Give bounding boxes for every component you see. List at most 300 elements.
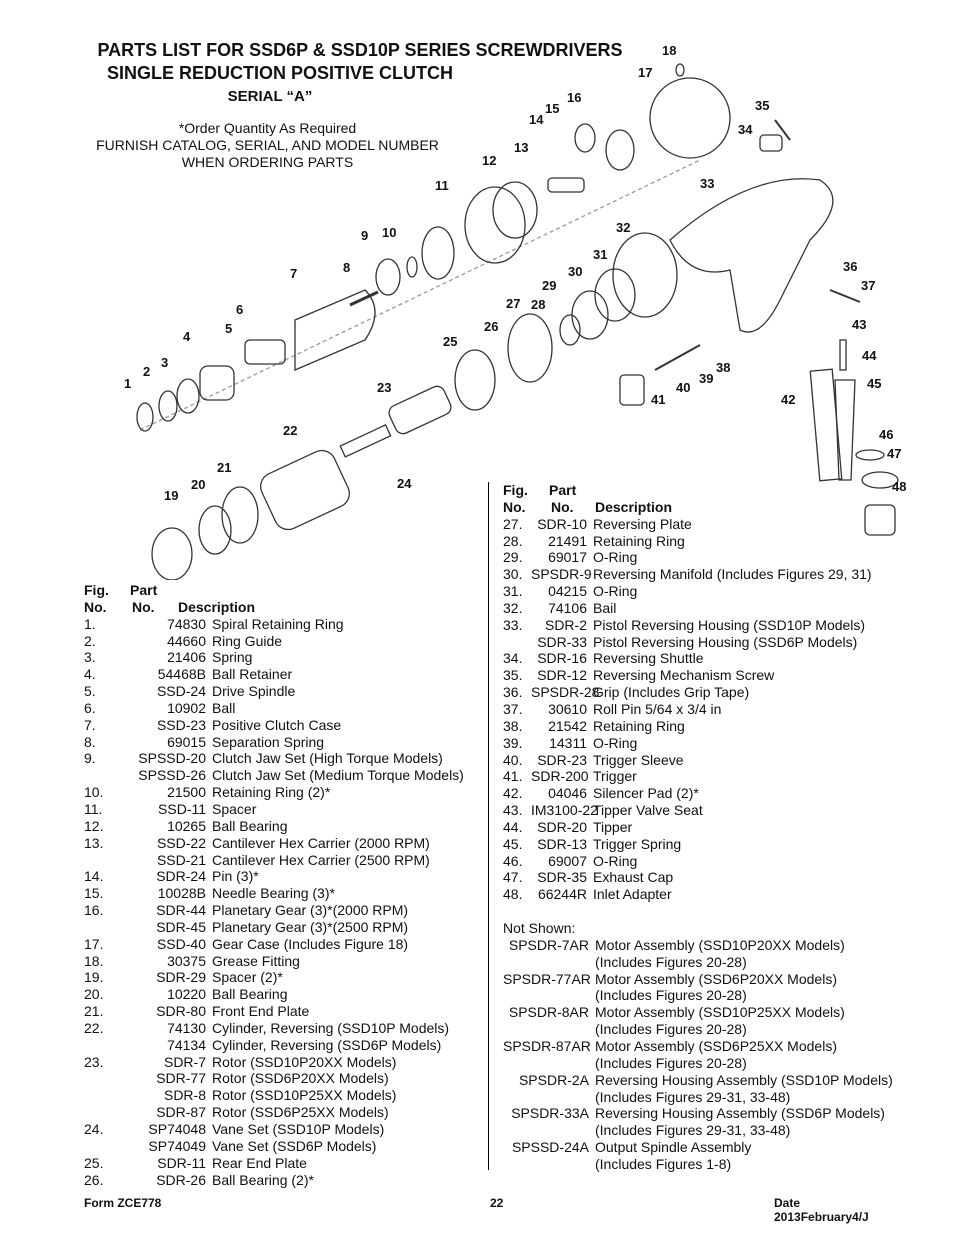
not-shown-includes [503,1055,943,1072]
fig-number: 43. [503,802,523,819]
fig-number: 6. [84,699,96,716]
part-description: Trigger Spring [593,835,682,852]
part-description: Vane Set (SSD10P Models) [212,1121,385,1137]
callout-3: 3 [161,355,169,370]
not-shown-row [503,1105,943,1122]
fig-number [503,634,531,651]
assembly-description: Motor Assembly (SSD10P20XX Models) [595,936,845,953]
part-no-header-right: No. [551,498,574,515]
fig-number: 36. [503,684,523,701]
spacer [503,1156,595,1173]
callout-18: 18 [662,43,677,58]
part-description: Ball [212,699,236,716]
part-description: Planetary Gear (3)*(2500 RPM) [212,918,409,935]
parts-row [84,1172,484,1189]
fig-number [84,1087,124,1104]
description-header-right: Description [595,498,673,515]
column-header-top [84,582,484,599]
not-shown-row [503,1139,943,1156]
callout-10: 10 [382,225,397,240]
parts-row [84,683,484,700]
callout-31: 31 [593,247,608,262]
fig-number: 11. [84,800,103,817]
parts-row [84,717,484,734]
fig-number: 46. [503,852,523,869]
callout-27: 27 [506,296,521,311]
part-number: SSD-22 [156,834,206,851]
part-number: 04046 [548,785,587,802]
part-number: SDR-24 [156,868,206,885]
part-number: 14311 [549,734,587,751]
callout-36: 36 [843,259,858,274]
parts-list-right [503,482,943,1173]
parts-row [84,784,484,801]
description-header: Description [178,598,256,615]
part-description: Reversing Mechanism Screw [593,667,775,684]
part-description: Positive Clutch Case [212,716,342,733]
parts-row [84,868,484,885]
callout-11: 11 [435,178,449,193]
part-description: Drive Spindle [212,683,296,700]
parts-row [84,818,484,835]
form-number: Form ZCE778 [84,1196,162,1210]
part-description: Rotor (SSD10P25XX Models) [212,1087,397,1104]
page-number: 22 [490,1196,504,1210]
parts-row [503,836,943,853]
callout-2: 2 [143,364,151,379]
part-description: Cantilever Hex Carrier (2500 RPM) [212,851,430,868]
callout-37: 37 [861,278,876,293]
fig-number [84,1037,124,1054]
fig-number: 2. [84,632,96,649]
assembly-description: Motor Assembly (SSD10P25XX Models) [595,1004,845,1021]
part-description: Ball Bearing [212,817,288,834]
parts-row [84,986,484,1003]
part-description: Exhaust Cap [593,869,674,886]
part-description: Reversing Manifold (Includes Figures 29, 31) [593,566,872,583]
callout-7: 7 [290,266,298,281]
column-header-bottom [84,599,484,616]
not-shown-includes [503,954,943,971]
part-number: SSD-21 [156,851,206,868]
fig-number: 28. [503,532,523,549]
parts-row [84,1138,484,1155]
fig-number: 7. [84,716,96,733]
fig-number: 47. [503,869,523,886]
parts-row [503,583,943,600]
callout-40: 40 [676,380,691,395]
fig-number: 31. [503,583,523,600]
page-title: PARTS LIST FOR SSD6P & SSD10P SERIES SCREWDRIVERS [97,40,623,60]
parts-row [84,666,484,683]
not-shown-includes [503,1156,943,1173]
callout-4: 4 [183,329,191,344]
fig-number: 24. [84,1121,104,1137]
parts-row [503,566,943,583]
part-number: SDR-77 [156,1070,206,1087]
part-number: SDR-10 [537,515,587,532]
callout-34: 34 [738,122,753,137]
part-description: Trigger [593,768,637,785]
parts-row [503,752,943,769]
assembly-part-number: SPSSD-24A [511,1139,589,1156]
parts-row [84,1003,484,1020]
part-description: Retaining Ring [593,532,685,549]
fig-number: 8. [84,733,96,750]
parts-row [84,885,484,902]
part-description: Cantilever Hex Carrier (2000 RPM) [212,834,430,851]
spacer [503,1021,595,1038]
fig-number: 13. [84,834,104,851]
part-description: Silencer Pad (2)* [593,785,699,802]
fig-number: 30. [503,566,523,583]
part-description: Inlet Adapter [593,886,672,903]
part-number: IM3100-22 [531,802,598,819]
callout-44: 44 [862,348,877,363]
part-number: 30610 [548,700,587,717]
part-number: 54468B [157,666,206,683]
callout-1: 1 [124,376,132,391]
part-description: Spacer [212,800,257,817]
callout-33: 33 [700,176,715,191]
part-description: Needle Bearing (3)* [212,885,335,902]
fig-number: 40. [503,751,523,768]
fig-number: 33. [503,616,523,633]
fig-number: 42. [503,785,523,802]
callout-17: 17 [638,65,653,80]
assembly-description: Reversing Housing Assembly (SSD6P Models) [595,1105,885,1122]
part-number: 04215 [548,583,587,600]
parts-row [503,819,943,836]
part-description: Tipper [593,818,633,835]
callout-38: 38 [716,360,731,375]
parts-row [84,649,484,666]
part-description: Retaining Ring [593,717,685,734]
not-shown-row [503,1038,943,1055]
parts-list-left [84,582,484,1188]
assembly-part-number: SPSDR-77AR [503,970,591,987]
part-number: SDR-45 [156,918,206,935]
part-description: Clutch Jaw Set (Medium Torque Models) [212,767,464,784]
parts-row [84,902,484,919]
fig-number: 38. [503,717,523,734]
parts-row [84,700,484,717]
callout-30: 30 [568,264,583,279]
parts-row [84,1020,484,1037]
callout-47: 47 [887,446,902,461]
fig-number: 29. [503,549,523,566]
fig-number: 23. [84,1053,104,1070]
part-number: SDR-20 [537,818,587,835]
callout-20: 20 [191,477,206,492]
spacer [503,1055,595,1072]
parts-row [503,533,943,550]
assembly-description: Output Spindle Assembly [595,1139,752,1156]
part-number: SPSDR-28 [531,684,600,701]
not-shown-label: Not Shown: [503,920,576,937]
part-description: Reversing Plate [593,515,692,532]
assembly-includes: (Includes Figures 29-31, 33-48) [595,1122,791,1139]
parts-row [84,767,484,784]
assembly-part-number: SPSDR-33A [511,1105,589,1122]
parts-row [84,919,484,936]
callout-28: 28 [531,297,546,312]
parts-row [84,936,484,953]
not-shown-row [503,937,943,954]
parts-row [503,549,943,566]
part-number: 30375 [167,952,206,969]
spacer [503,1089,595,1106]
parts-row [84,1037,484,1054]
parts-row [503,684,943,701]
part-number: SDR-35 [537,869,587,886]
part-description: Rotor (SSD6P25XX Models) [212,1104,389,1121]
assembly-part-number: SPSDR-7AR [508,936,589,953]
fig-number: 21. [84,1003,104,1020]
assembly-includes: (Includes Figures 20-28) [595,1021,747,1038]
fig-number: 5. [84,683,96,700]
part-number: SDR-12 [537,667,587,684]
assembly-includes: (Includes Figures 29-31, 33-48) [595,1088,791,1105]
callout-42: 42 [781,392,796,407]
part-number: SSD-24 [156,683,206,700]
part-number: 69017 [548,549,587,566]
part-description: Roll Pin 5/64 x 3/4 in [593,700,722,717]
spacer [503,987,595,1004]
not-shown-includes [503,1089,943,1106]
part-number: 74830 [167,615,206,632]
parts-row [503,718,943,735]
fig-number: 17. [84,935,104,952]
parts-row [503,802,943,819]
assembly-description: Motor Assembly (SSD6P20XX Models) [595,970,837,987]
part-description: Separation Spring [212,733,325,750]
part-description: O-Ring [593,549,638,566]
fig-number: 18. [84,952,104,969]
part-number: 69007 [548,852,587,869]
part-description: O-Ring [593,583,638,600]
part-description: Ring Guide [212,632,283,649]
not-shown-includes [503,1021,943,1038]
fig-number: 35. [503,667,523,684]
fig-number: 37. [503,700,523,717]
callout-22: 22 [283,423,298,438]
parts-row [503,667,943,684]
fig-number [84,919,124,936]
fig-number: 45. [503,835,523,852]
part-number: 10902 [167,699,206,716]
part-number: SDR-29 [156,969,206,986]
fig-number: 20. [84,986,104,1003]
callout-29: 29 [542,278,557,293]
fig-number: 1. [84,615,96,632]
part-number: SP74049 [148,1137,206,1154]
column-divider [488,482,489,1170]
part-number: SSD-23 [156,716,206,733]
fig-number: 15. [84,885,104,902]
parts-row [84,801,484,818]
parts-row [84,953,484,970]
part-number: 69015 [167,733,206,750]
fig-header-right: Fig. [503,482,528,498]
part-number: 21406 [167,649,206,666]
part-description: Cylinder, Reversing (SSD6P Models) [212,1036,442,1053]
fig-no-header-right: No. [503,498,526,515]
callout-21: 21 [217,460,232,475]
part-number: SPSSD-20 [138,750,206,767]
fig-number: 4. [84,666,96,683]
part-description: Vane Set (SSD6P Models) [212,1137,377,1154]
parts-row [503,650,943,667]
fig-number [84,852,124,869]
callout-43: 43 [852,317,867,332]
part-number: SDR-33 [537,633,587,650]
callout-15: 15 [545,101,560,116]
part-description: Ball Bearing [212,986,288,1003]
fig-number [84,1138,124,1155]
assembly-includes: (Includes Figures 20-28) [595,1054,747,1071]
assembly-includes: (Includes Figures 20-28) [595,987,747,1004]
callout-25: 25 [443,334,458,349]
parts-row [84,1155,484,1172]
part-description: Tipper Valve Seat [593,802,703,819]
order-note: *Order Quantity As Required [178,120,357,136]
callout-5: 5 [225,321,233,336]
part-description: Clutch Jaw Set (High Torque Models) [212,750,443,767]
part-number: SP74048 [148,1121,206,1137]
fig-number: 19. [84,969,104,986]
part-description: Spacer (2)* [212,969,283,986]
fig-number: 44. [503,818,523,835]
parts-row [503,869,943,886]
parts-row [503,886,943,903]
part-description: O-Ring [593,852,638,869]
part-description: O-Ring [593,734,638,751]
parts-row [503,634,943,651]
callout-41: 41 [651,392,666,407]
assembly-part-number: SPSDR-87AR [503,1038,591,1054]
parts-row [84,1087,484,1104]
part-number: SDR-44 [156,902,206,919]
serial-label: SERIAL “A” [227,88,313,105]
fig-number: 16. [84,902,104,919]
fig-number [84,767,124,784]
parts-row [84,835,484,852]
part-number: 66244R [537,886,587,903]
callout-13: 13 [514,140,529,155]
callout-48: 48 [892,479,907,494]
part-number: 21500 [167,784,206,801]
fig-number: 25. [84,1154,104,1171]
assembly-description: Motor Assembly (SSD6P25XX Models) [595,1038,837,1054]
fig-number: 41. [503,768,523,785]
part-number: SDR-11 [157,1154,206,1171]
part-description: Retaining Ring (2)* [212,784,331,801]
not-shown-row [503,1072,943,1089]
callout-6: 6 [236,302,244,317]
page-subtitle: SINGLE REDUCTION POSITIVE CLUTCH [106,63,454,83]
fig-number: 22. [84,1019,104,1036]
fig-number: 32. [503,599,523,616]
part-description: Pistol Reversing Housing (SSD10P Models) [593,616,866,633]
parts-row [503,600,943,617]
callout-8: 8 [343,260,351,275]
fig-number: 39. [503,734,523,751]
spacer [503,1122,595,1139]
furnish-note: FURNISH CATALOG, SERIAL, AND MODEL NUMBER [96,137,439,153]
not-shown-includes [503,1122,943,1139]
assembly-description: Reversing Housing Assembly (SSD10P Models) [595,1071,893,1088]
part-no-header: No. [132,598,155,615]
parts-row [503,617,943,634]
parts-row [84,852,484,869]
part-number: SDR-200 [531,768,589,785]
callout-23: 23 [377,380,392,395]
part-description: Rotor (SSD10P20XX Models) [212,1053,397,1070]
parts-row [84,969,484,986]
part-number: 74130 [167,1019,206,1036]
part-header-right: Part [549,482,577,498]
fig-no-header: No. [84,598,107,615]
part-number: SDR-16 [537,650,587,667]
parts-row [503,785,943,802]
assembly-part-number: SPSDR-8AR [508,1004,589,1021]
fig-number: 48. [503,886,523,903]
parts-row [503,516,943,533]
part-header: Part [130,582,158,598]
part-number: 10220 [167,986,206,1003]
fig-number: 12. [84,817,104,834]
parts-row [503,768,943,785]
part-description: Trigger Sleeve [593,751,684,768]
fig-number: 26. [84,1171,104,1188]
part-description: Reversing Shuttle [593,650,704,667]
part-number: SDR-7 [163,1053,206,1070]
callout-9: 9 [361,228,369,243]
part-description: Grease Fitting [212,952,300,969]
part-description: Pistol Reversing Housing (SSD6P Models) [593,633,858,650]
fig-number [84,1070,124,1087]
callout-32: 32 [616,220,631,235]
fig-number: 27. [503,515,523,532]
part-description: Planetary Gear (3)*(2000 RPM) [212,902,409,919]
callout-19: 19 [164,488,179,503]
spacer [503,954,595,971]
part-description: Gear Case (Includes Figure 18) [212,935,409,952]
part-description: Spiral Retaining Ring [212,615,344,632]
fig-header: Fig. [84,582,109,598]
parts-row [84,616,484,633]
callout-14: 14 [529,112,544,127]
callout-39: 39 [699,371,714,386]
parts-row [84,1121,484,1138]
part-number: SDR-23 [537,751,587,768]
callout-35: 35 [755,98,770,113]
part-number: 10265 [167,817,206,834]
parts-row [84,750,484,767]
assembly-includes: (Includes Figures 20-28) [595,953,747,970]
part-number: SPSSD-26 [138,767,206,784]
part-number: 21542 [548,717,587,734]
part-number: SDR-26 [156,1171,206,1188]
part-description: Ball Retainer [212,666,293,683]
fig-number: 10. [84,784,104,801]
part-number: SDR-2 [544,616,587,633]
part-number: SSD-11 [158,800,206,817]
assembly-part-number: SPSDR-2A [518,1071,589,1088]
parts-row [503,735,943,752]
part-description: Cylinder, Reversing (SSD10P Models) [212,1019,450,1036]
